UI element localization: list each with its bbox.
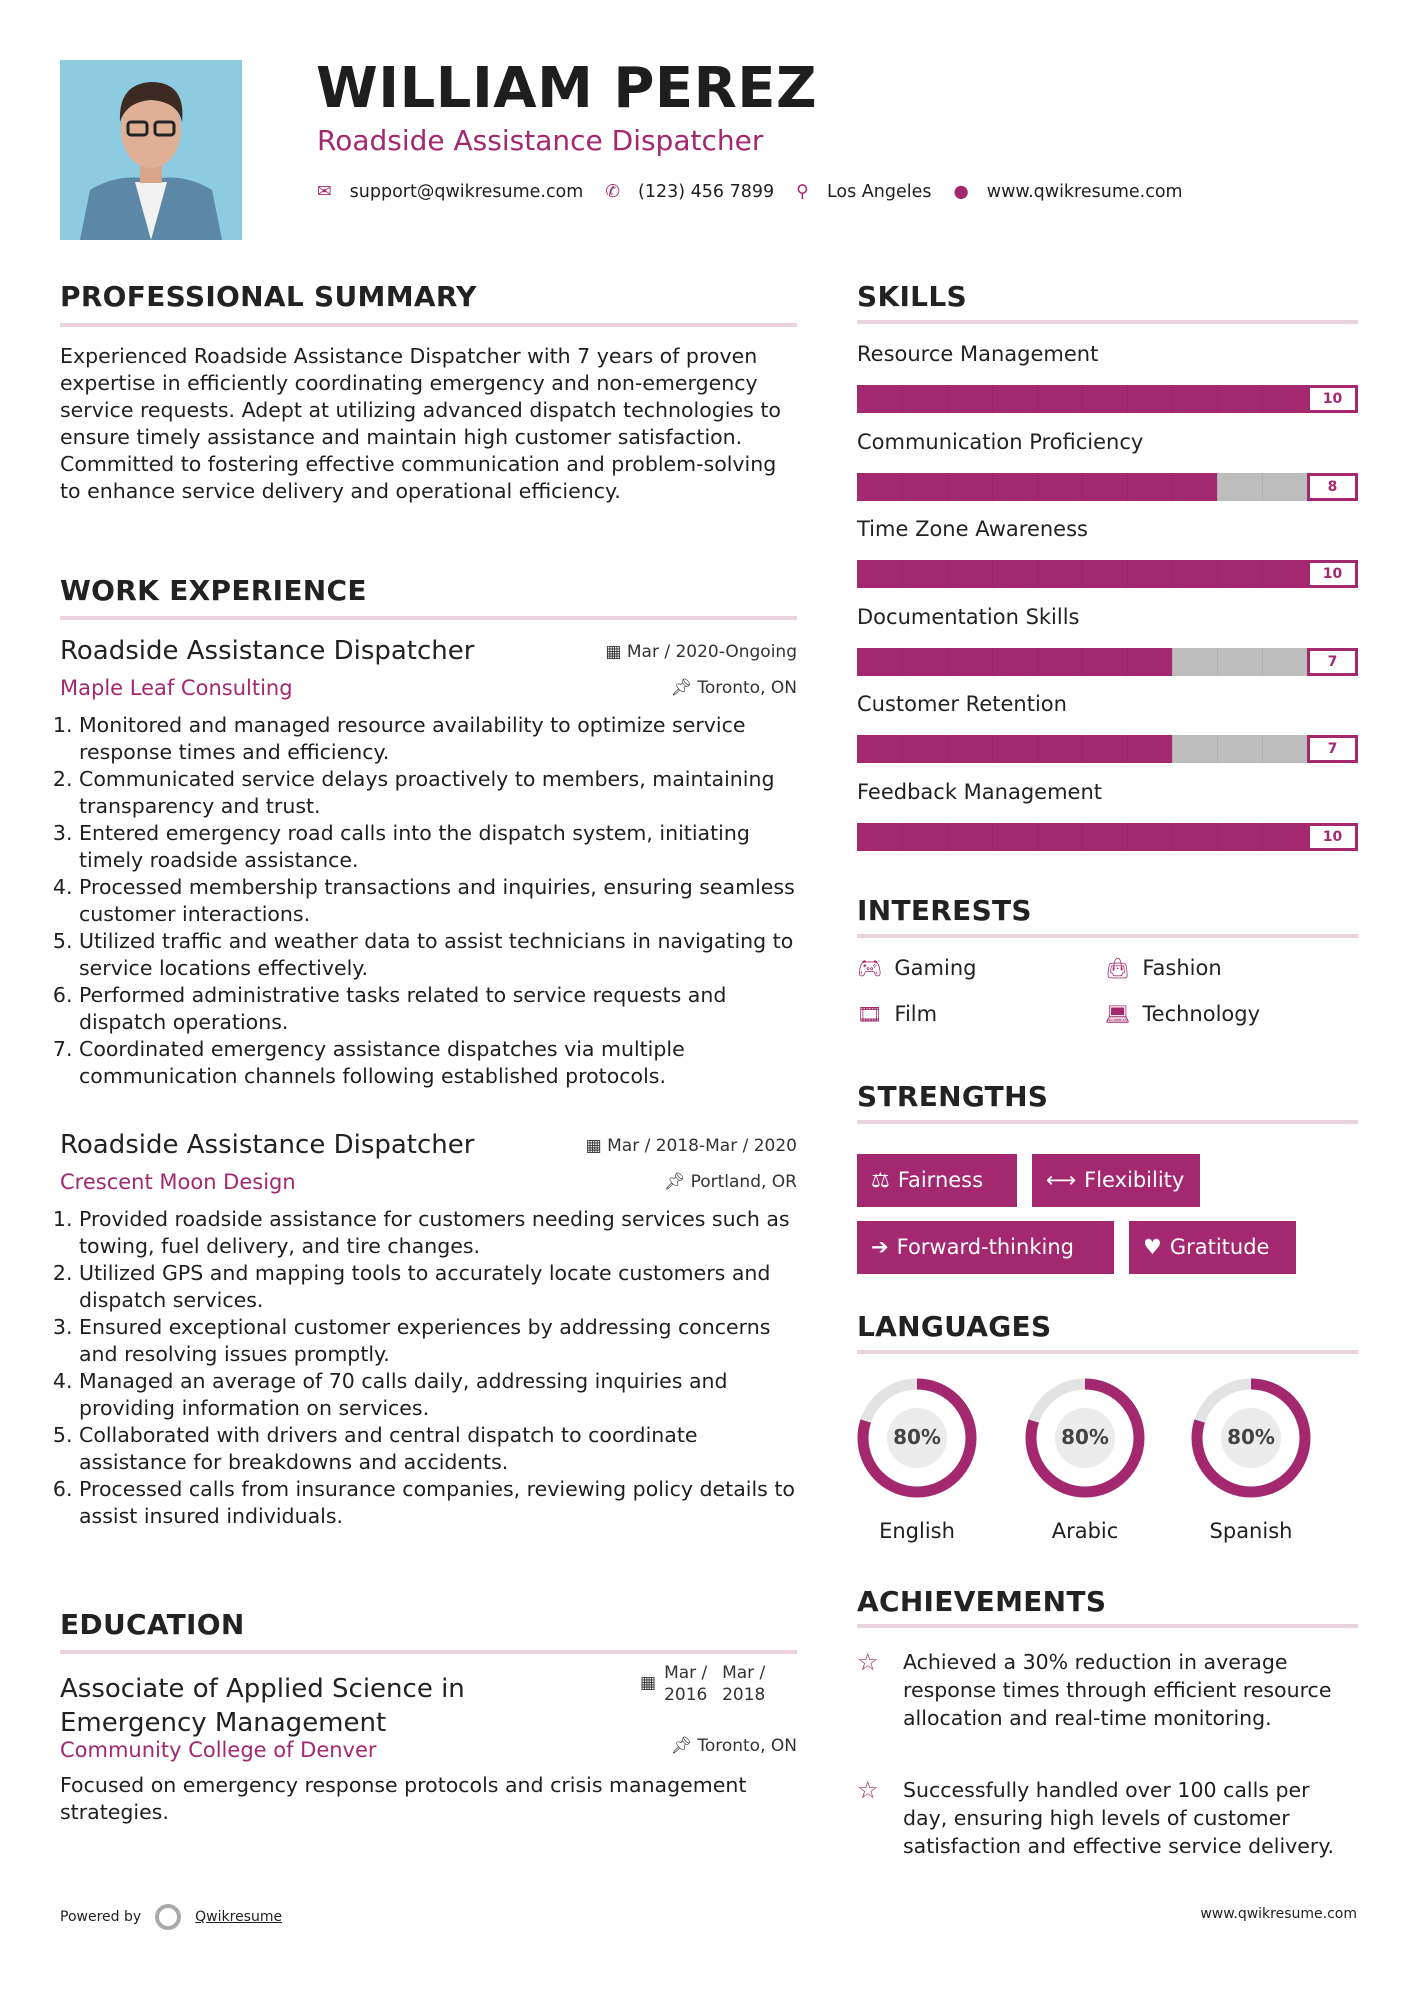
job-duties xyxy=(60,712,797,1090)
interest-label: Technology xyxy=(1142,1002,1261,1026)
skill-bar-segment xyxy=(902,823,903,851)
candidate-name: WILLIAM PEREZ xyxy=(316,56,818,121)
skill-bar-segment xyxy=(1217,648,1218,676)
skill-bar-segment xyxy=(1172,735,1173,763)
globe-icon: ● xyxy=(953,182,969,202)
shopping-bag-icon: 👜︎ xyxy=(1105,956,1131,980)
contact-website[interactable]: www.qwikresume.com xyxy=(986,182,1183,202)
contact-bar xyxy=(317,182,1183,202)
skill-bar-segment xyxy=(1127,560,1128,588)
summary-text: Experienced Roadside Assistance Dispatcher with 7 years of proven expertise in efficiently coordinating emergency and non-emergency service requests. Adept at utilizing advanced dispatch technologies to ensure timely assistance and maintain high customer satisfaction. Committed to fostering effective communication and problem-solving to enhance service delivery and operational efficiency. xyxy=(60,344,781,503)
skill-label: Customer Retention xyxy=(857,692,1067,717)
summary-heading: PROFESSIONAL SUMMARY xyxy=(60,280,477,313)
profile-photo xyxy=(60,60,242,240)
footer-powered xyxy=(60,1904,282,1930)
skill-bar xyxy=(857,735,1358,763)
powered-by-label: Powered by xyxy=(60,1909,142,1925)
interest-gaming xyxy=(857,956,976,980)
contact-email[interactable]: support@qwikresume.com xyxy=(349,182,584,202)
skill-score: 7 xyxy=(1307,648,1358,676)
interest-technology xyxy=(1105,1002,1260,1026)
school: Community College of Denver xyxy=(60,1738,377,1762)
skill-bar-segment xyxy=(992,473,993,501)
strength-label: Forward-thinking xyxy=(896,1235,1074,1259)
skill-bar-segment xyxy=(992,735,993,763)
film-icon: 🎞︎ xyxy=(857,1002,883,1026)
skill-bar-segment xyxy=(947,648,948,676)
skill-label: Feedback Management xyxy=(857,780,1103,804)
language-percent: 80% xyxy=(1061,1425,1109,1449)
duty-item: 7. Coordinated emergency assistance dispatches via multiple communication channels following established protocols. xyxy=(79,1036,797,1090)
contact-phone[interactable]: (123) 456 7899 xyxy=(638,182,775,202)
interest-fashion xyxy=(1105,956,1222,980)
skill-bar-segment xyxy=(992,385,993,413)
job-entry xyxy=(60,1130,797,1530)
duty-item: 6. Processed calls from insurance companies, reviewing policy details to assist insured individuals. xyxy=(79,1476,797,1530)
job-company: Maple Leaf Consulting xyxy=(60,676,293,700)
strength-label: Fairness xyxy=(897,1168,984,1192)
job-title: Roadside Assistance Dispatcher xyxy=(60,636,475,666)
calendar-icon: ▦ xyxy=(605,642,627,662)
language-name: English xyxy=(879,1519,955,1543)
duty-item: 5. Collaborated with drivers and central dispatch to coordinate assistance for breakdowns and accidents. xyxy=(79,1422,797,1476)
duty-item: 5. Utilized traffic and weather data to assist technicians in navigating to service locations effectively. xyxy=(79,928,797,982)
skill-bar-fill xyxy=(857,648,1172,676)
language-item xyxy=(847,1375,987,1543)
skill-score: 10 xyxy=(1307,823,1358,851)
candidate-title: Roadside Assistance Dispatcher xyxy=(317,124,764,157)
job-date-text: Mar / 2018-Mar / 2020 xyxy=(607,1136,797,1156)
duty-item: 4. Processed membership transactions and inquiries, ensuring seamless customer interactions. xyxy=(79,874,797,928)
skill-bar-segment xyxy=(1082,560,1083,588)
duty-item: 1. Monitored and managed resource availability to optimize service response times and efficiency. xyxy=(79,712,797,766)
skill-bar xyxy=(857,560,1358,588)
skill-bar-segment xyxy=(1127,473,1128,501)
skill-bar-segment xyxy=(1172,823,1173,851)
brand-link[interactable]: Qwikresume xyxy=(195,1909,283,1925)
duty-item: 6. Performed administrative tasks related to service requests and dispatch operations. xyxy=(79,982,797,1036)
skill-bar-segment xyxy=(1082,648,1083,676)
job-location xyxy=(670,678,797,698)
language-percent: 80% xyxy=(1227,1425,1275,1449)
skill-bar-segment xyxy=(992,823,993,851)
skill-bar-segment xyxy=(1172,560,1173,588)
gamepad-icon: 🎮︎ xyxy=(857,956,883,980)
strength-forward-thinking xyxy=(857,1221,1114,1274)
skill-bar-segment xyxy=(1037,648,1038,676)
skill-bar-segment xyxy=(902,385,903,413)
skill-score: 10 xyxy=(1307,560,1358,588)
skill-bar-segment xyxy=(947,473,948,501)
skill-bar xyxy=(857,648,1358,676)
footer-website[interactable]: www.qwikresume.com xyxy=(1200,1906,1357,1922)
phone-icon: ✆ xyxy=(605,182,620,202)
skill-score: 10 xyxy=(1307,385,1358,413)
pin-icon: 📌︎ xyxy=(663,1172,691,1192)
date-start: Mar / 2016 xyxy=(664,1663,708,1705)
job-duties xyxy=(60,1206,797,1530)
languages-heading: LANGUAGES xyxy=(857,1310,1052,1343)
interests-heading: INTERESTS xyxy=(857,894,1032,927)
strength-label: Flexibility xyxy=(1084,1168,1185,1192)
language-name: Arabic xyxy=(1051,1519,1119,1543)
skill-bar-segment xyxy=(1127,648,1128,676)
job-entry xyxy=(60,636,797,1090)
laptop-icon: 💻︎ xyxy=(1105,1002,1131,1026)
skill-bar-segment xyxy=(1262,560,1263,588)
language-item xyxy=(1181,1375,1321,1543)
skill-bar-segment xyxy=(947,560,948,588)
pin-icon: 📌︎ xyxy=(670,1736,698,1756)
strengths-heading: STRENGTHS xyxy=(857,1080,1049,1113)
skill-bar-segment xyxy=(1037,735,1038,763)
skill-bar-segment xyxy=(1127,823,1128,851)
skill-bar xyxy=(857,385,1358,413)
skill-bar-segment xyxy=(1262,823,1263,851)
strengths-rule xyxy=(857,1120,1358,1124)
skill-bar-segment xyxy=(1082,823,1083,851)
achievement-item xyxy=(857,1648,1358,1732)
skill-bar-segment xyxy=(1127,735,1128,763)
skill-bar-segment xyxy=(1172,473,1173,501)
shooting-star-icon: ☆ xyxy=(857,1648,879,1676)
education-dates xyxy=(640,1662,772,1706)
duty-item: 3. Entered emergency road calls into the dispatch system, initiating timely roadside assistance. xyxy=(79,820,797,874)
skill-bar-segment xyxy=(1082,385,1083,413)
job-date-text: Mar / 2020-Ongoing xyxy=(626,642,797,662)
strength-gratitude xyxy=(1129,1221,1296,1274)
skill-bar-segment xyxy=(1127,385,1128,413)
skill-bar-segment xyxy=(992,560,993,588)
achievement-text: Successfully handled over 100 calls per day, ensuring high levels of customer satisfaction and effective service delivery. xyxy=(903,1778,1335,1858)
arrows-h-icon: ⟷ xyxy=(1046,1168,1077,1192)
calendar-icon: ▦ xyxy=(585,1136,608,1156)
skill-bar-segment xyxy=(1262,473,1263,501)
job-company: Crescent Moon Design xyxy=(60,1170,296,1194)
skills-heading: SKILLS xyxy=(857,280,967,313)
envelope-icon: ✉ xyxy=(317,182,332,202)
arrow-right-icon: ➔ xyxy=(871,1235,889,1259)
skill-bar-segment xyxy=(1037,823,1038,851)
skill-bar-segment xyxy=(1172,385,1173,413)
duty-item: 3. Ensured exceptional customer experiences by addressing concerns and resolving issues promptly. xyxy=(79,1314,797,1368)
skill-bar-fill xyxy=(857,735,1172,763)
education-rule xyxy=(60,1650,797,1654)
skill-bar-segment xyxy=(1217,735,1218,763)
skill-bar-segment xyxy=(1082,735,1083,763)
degree: Associate of Applied Science in Emergency Management xyxy=(60,1674,465,1738)
skill-bar-segment xyxy=(902,560,903,588)
skill-bar-segment xyxy=(992,648,993,676)
map-pin-icon: ⚲ xyxy=(796,182,809,202)
job-date xyxy=(605,642,797,662)
skill-label: Resource Management xyxy=(857,342,1099,366)
skill-bar-segment xyxy=(947,385,948,413)
language-item xyxy=(1015,1375,1155,1543)
skill-bar-segment xyxy=(1037,560,1038,588)
skills-rule xyxy=(857,320,1358,324)
interests-rule xyxy=(857,934,1358,938)
education-location-text: Toronto, ON xyxy=(697,1736,797,1756)
interest-label: Gaming xyxy=(894,956,977,980)
balance-scale-icon: ⚖ xyxy=(871,1168,890,1192)
date-end: Mar / 2018 xyxy=(722,1663,766,1705)
skill-score: 7 xyxy=(1307,735,1358,763)
achievements-rule xyxy=(857,1624,1358,1628)
strength-label: Gratitude xyxy=(1169,1235,1270,1259)
duty-item: 2. Utilized GPS and mapping tools to accurately locate customers and dispatch services. xyxy=(79,1260,797,1314)
skill-bar-segment xyxy=(1217,560,1218,588)
skill-label: Time Zone Awareness xyxy=(857,517,1088,542)
skill-bar-segment xyxy=(947,823,948,851)
skill-bar-segment xyxy=(947,735,948,763)
qwikresume-logo-icon xyxy=(155,1904,181,1930)
interest-label: Fashion xyxy=(1142,956,1222,980)
skill-bar-segment xyxy=(1082,473,1083,501)
job-title: Roadside Assistance Dispatcher xyxy=(60,1130,475,1160)
skill-bar-segment xyxy=(1172,648,1173,676)
skill-label: Documentation Skills xyxy=(857,604,1080,629)
strength-fairness xyxy=(857,1154,1017,1207)
skill-bar-segment xyxy=(1217,823,1218,851)
interest-film xyxy=(857,1002,937,1026)
skill-bar-segment xyxy=(1262,735,1263,763)
contact-location: Los Angeles xyxy=(826,182,932,202)
skill-bar xyxy=(857,823,1358,851)
languages-rule xyxy=(857,1350,1358,1354)
education-location xyxy=(670,1736,797,1756)
skill-score: 8 xyxy=(1307,473,1358,501)
language-name: Spanish xyxy=(1209,1519,1293,1543)
work-rule xyxy=(60,616,797,620)
strength-flexibility xyxy=(1032,1154,1200,1207)
education-description: Focused on emergency response protocols and crisis management strategies. xyxy=(60,1773,747,1824)
achievement-text: Achieved a 30% reduction in average response times through efficient resource allocation and real-time monitoring. xyxy=(903,1650,1332,1730)
language-percent: 80% xyxy=(893,1425,941,1449)
work-heading: WORK EXPERIENCE xyxy=(60,574,367,607)
skill-bar-segment xyxy=(902,473,903,501)
job-location-text: Toronto, ON xyxy=(697,678,797,698)
summary-rule xyxy=(60,323,797,327)
skill-label: Communication Proficiency xyxy=(857,429,1144,454)
skill-bar-segment xyxy=(902,648,903,676)
skill-bar-segment xyxy=(1037,473,1038,501)
education-heading: EDUCATION xyxy=(60,1608,245,1641)
job-location-text: Portland, OR xyxy=(690,1172,797,1192)
job-location xyxy=(664,1172,797,1192)
job-date xyxy=(586,1136,797,1156)
duty-item: 2. Communicated service delays proactively to members, maintaining transparency and trust. xyxy=(79,766,797,820)
skill-bar-segment xyxy=(1262,648,1263,676)
interest-label: Film xyxy=(894,1002,938,1026)
skill-bar-segment xyxy=(1037,385,1038,413)
duty-item: 1. Provided roadside assistance for customers needing services such as towing, fuel delivery, and tire changes. xyxy=(79,1206,797,1260)
heart-icon: ♥ xyxy=(1143,1235,1162,1259)
skill-bar-segment xyxy=(1262,385,1263,413)
duty-item: 4. Managed an average of 70 calls daily, addressing inquiries and providing information on services. xyxy=(79,1368,797,1422)
pin-icon: 📌︎ xyxy=(670,678,698,698)
calendar-icon: ▦ xyxy=(640,1673,657,1693)
skill-bar-segment xyxy=(1217,473,1218,501)
shooting-star-icon: ☆ xyxy=(857,1776,879,1804)
achievement-item xyxy=(857,1776,1358,1860)
skill-bar xyxy=(857,473,1358,501)
skill-bar-segment xyxy=(902,735,903,763)
skill-bar-segment xyxy=(1217,385,1218,413)
achievements-heading: ACHIEVEMENTS xyxy=(857,1585,1107,1618)
